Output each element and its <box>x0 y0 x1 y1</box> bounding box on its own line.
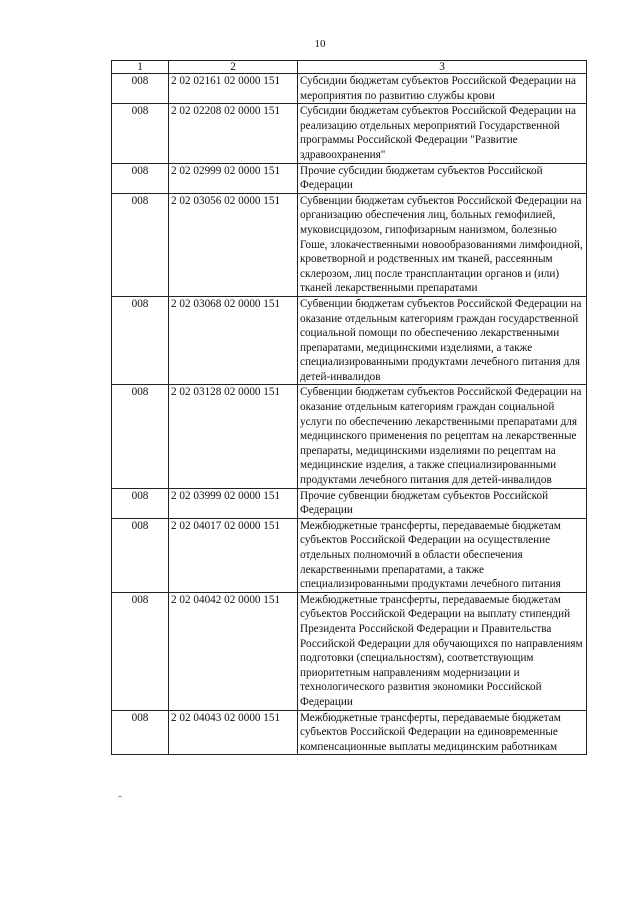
budget-code-cell: 2 02 03128 02 0000 151 <box>169 385 298 488</box>
table-row <box>112 104 587 163</box>
admin-code-cell: 008 <box>112 296 169 385</box>
table-row <box>112 592 587 710</box>
table-row <box>112 518 587 592</box>
admin-code-cell: 008 <box>112 385 169 488</box>
budget-code-cell: 2 02 03999 02 0000 151 <box>169 488 298 518</box>
budget-code-cell: 2 02 03068 02 0000 151 <box>169 296 298 385</box>
table-row <box>112 385 587 488</box>
budget-code-cell: 2 02 02999 02 0000 151 <box>169 163 298 193</box>
description-cell: Прочие субвенции бюджетам субъектов Российской Федерации <box>298 488 587 518</box>
budget-code-cell: 2 02 02161 02 0000 151 <box>169 74 298 104</box>
description-cell: Субвенции бюджетам субъектов Российской Федерации на оказание отдельным категориям граждан социальной услуги по обеспечению лекарственными препаратами для медицинского применения по рецептам на лекарственные препараты, медицинскими изделиями по рецептам на медицинские изделия, а также специализированными продуктами лечебного питания для детей-инвалидов <box>298 385 587 488</box>
budget-code-cell: 2 02 04042 02 0000 151 <box>169 592 298 710</box>
budget-code-cell: 2 02 03056 02 0000 151 <box>169 193 298 296</box>
budget-classification-table <box>111 60 587 755</box>
budget-code-cell: 2 02 04043 02 0000 151 <box>169 710 298 755</box>
table-row <box>112 296 587 385</box>
description-cell: Субвенции бюджетам субъектов Российской Федерации на организацию обеспечения лиц, больных гемофилией, муковисцидозом, гипофизарным нанизмом, болезнью Гоше, злокачественными новообразованиями лимфоидной, кроветворной и родственных им тканей, рассеянным склерозом, лиц после трансплантации органов и (или) тканей лекарственными препаратами <box>298 193 587 296</box>
table-row <box>112 193 587 296</box>
column-header-3: 3 <box>298 61 587 74</box>
table-row <box>112 74 587 104</box>
description-cell: Субсидии бюджетам субъектов Российской Федерации на реализацию отдельных мероприятий Государственной программы Российской Федерации "Развитие здравоохранения" <box>298 104 587 163</box>
description-cell: Субвенции бюджетам субъектов Российской Федерации на оказание отдельным категориям граждан государственной социальной помощи по обеспечению лекарственными препаратами, медицинскими изделиями, а также специализированными продуктами лечебного питания для детей-инвалидов <box>298 296 587 385</box>
description-cell: Межбюджетные трансферты, передаваемые бюджетам субъектов Российской Федерации на выплату стипендий Президента Российской Федерации и Правительства Российской Федерации для обучающихся по направлениям подготовки (специальностям), соответствующим приоритетным направлениям модернизации и технологического развития экономики Российской Федерации <box>298 592 587 710</box>
table-row <box>112 710 587 755</box>
page-number: 10 <box>314 38 326 50</box>
budget-code-cell: 2 02 04017 02 0000 151 <box>169 518 298 592</box>
admin-code-cell: 008 <box>112 518 169 592</box>
admin-code-cell: 008 <box>112 104 169 163</box>
description-cell: Субсидии бюджетам субъектов Российской Федерации на мероприятия по развитию службы крови <box>298 74 587 104</box>
budget-code-cell: 2 02 02208 02 0000 151 <box>169 104 298 163</box>
description-cell: Прочие субсидии бюджетам субъектов Российской Федерации <box>298 163 587 193</box>
admin-code-cell: 008 <box>112 163 169 193</box>
column-header-1: 1 <box>112 61 169 74</box>
admin-code-cell: 008 <box>112 193 169 296</box>
table-row <box>112 163 587 193</box>
description-cell: Межбюджетные трансферты, передаваемые бюджетам субъектов Российской Федерации на осуществление отдельных полномочий в области обеспечения лекарственными препаратами, а также специализированными продуктами лечебного питания <box>298 518 587 592</box>
column-header-2: 2 <box>169 61 298 74</box>
table-header-row <box>112 61 587 74</box>
admin-code-cell: 008 <box>112 74 169 104</box>
description-cell: Межбюджетные трансферты, передаваемые бюджетам субъектов Российской Федерации на единовременные компенсационные выплаты медицинским работникам <box>298 710 587 755</box>
scan-speck <box>118 796 122 797</box>
table-row <box>112 488 587 518</box>
admin-code-cell: 008 <box>112 710 169 755</box>
admin-code-cell: 008 <box>112 488 169 518</box>
admin-code-cell: 008 <box>112 592 169 710</box>
